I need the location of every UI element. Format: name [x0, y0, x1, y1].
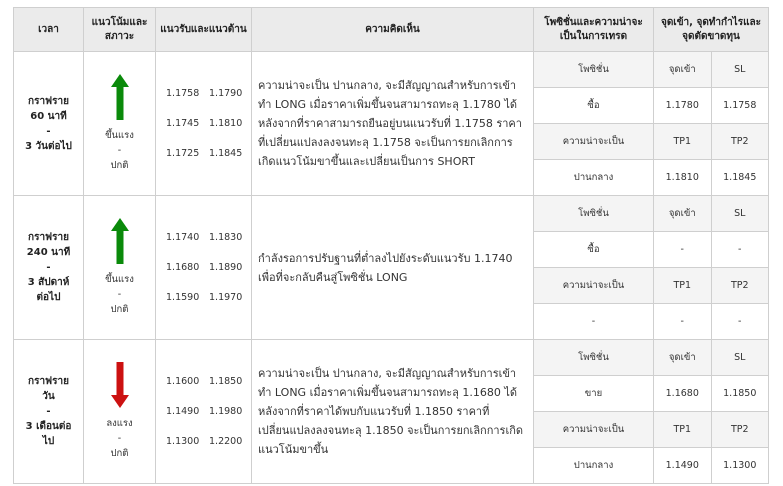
level-pair [166, 427, 251, 457]
level-pair [166, 397, 251, 427]
probability-value: ปานกลาง [534, 448, 653, 484]
position-value: ซื้อ [534, 88, 653, 124]
levels-cell [156, 52, 252, 196]
tp1-label: TP1 [654, 124, 711, 160]
resistance-level: 1.1980 [209, 406, 243, 417]
support-level: 1.1590 [166, 292, 200, 303]
header-comment: ความคิดเห็น [252, 8, 534, 52]
level-pair [166, 367, 251, 397]
levels-cell [156, 340, 252, 484]
tp2-value: 1.1845 [711, 160, 768, 196]
entry-value: 1.1680 [654, 376, 711, 412]
trend-cell [84, 52, 156, 196]
table-row [14, 340, 769, 484]
support-level: 1.1725 [166, 148, 200, 159]
sl-value: - [711, 232, 768, 268]
resistance-level: 1.1810 [209, 118, 243, 129]
targets-cell [654, 52, 769, 196]
trend-strength: ลงแรง [106, 418, 133, 429]
resistance-level: 1.2200 [209, 436, 243, 447]
trend-cell [84, 340, 156, 484]
timeframe-cell [14, 196, 84, 340]
timeframe-cell [14, 52, 84, 196]
level-pair [166, 283, 251, 313]
position-label: โพซิชั่น [534, 52, 653, 88]
tp1-label: TP1 [654, 412, 711, 448]
comment-cell: ความน่าจะเป็น ปานกลาง, จะมีสัญญาณสำหรับการเข้าทำ LONG เมื่อราคาเพิ่มขึ้นจนสามารถทะลุ 1.1680 ได้หลังจากที่ราคาได้พบกับแนวรับที่ 1.1850 ราคาที่เปลี่ยนแปลงลงจนทะลุ 1.1850 จะเป็นการยกเลิกการเกิดแนวโน้มขาขึ้น [252, 340, 534, 484]
table-row [14, 52, 769, 196]
support-level: 1.1758 [166, 88, 200, 99]
entry-label: จุดเข้า [654, 340, 711, 376]
timeframe-line: 240 นาที [26, 247, 71, 258]
timeframe-line: - [46, 406, 51, 417]
position-cell [534, 52, 654, 196]
level-pair [166, 139, 251, 169]
up-arrow-icon [111, 218, 129, 264]
sl-label: SL [711, 52, 768, 88]
timeframe-line: วัน [42, 391, 55, 402]
tp2-value: 1.1300 [711, 448, 768, 484]
timeframe-line: 3 สัปดาห์ [27, 277, 70, 288]
down-arrow-icon [111, 362, 129, 408]
header-row [14, 8, 769, 52]
sl-label: SL [711, 340, 768, 376]
timeframe-line: กราฟราย [28, 95, 69, 107]
entry-label: จุดเข้า [654, 52, 711, 88]
trend-strength: ขึ้นแรง [105, 274, 134, 285]
resistance-level: 1.1830 [209, 232, 243, 243]
comment-cell: ความน่าจะเป็น ปานกลาง, จะมีสัญญาณสำหรับการเข้าทำ LONG เมื่อราคาเพิ่มขึ้นจนสามารถทะลุ 1.1780 ได้หลังจากที่ราคาสามารถยืนอยู่บนแนวรับที่ 1.1758 ราคาที่เปลี่ยนแปลงลงจนทะลุ 1.1758 จะเป็นการยกเลิกการเกิดแนวโน้มขาขึ้นและเปลี่ยนเป็นการ SHORT [252, 52, 534, 196]
probability-label: ความน่าจะเป็น [534, 124, 653, 160]
support-level: 1.1740 [166, 232, 200, 243]
targets-cell [654, 340, 769, 484]
position-label: โพซิชั่น [534, 340, 653, 376]
header-levels: แนวรับและแนวต้าน [156, 8, 252, 52]
levels-cell [156, 196, 252, 340]
position-value: ซื้อ [534, 232, 653, 268]
entry-value: - [654, 232, 711, 268]
position-label: โพซิชั่น [534, 196, 653, 232]
tp1-value: 1.1490 [654, 448, 711, 484]
sl-value: 1.1758 [711, 88, 768, 124]
targets-cell [654, 196, 769, 340]
resistance-level: 1.1790 [209, 88, 243, 99]
header-targets: จุดเข้า, จุดทำกำไรและจุดตัดขาดทุน [654, 8, 769, 52]
position-subtable [534, 340, 653, 483]
support-level: 1.1490 [166, 406, 200, 417]
entry-label: จุดเข้า [654, 196, 711, 232]
support-level: 1.1300 [166, 436, 200, 447]
support-level: 1.1680 [166, 262, 200, 273]
tp1-label: TP1 [654, 268, 711, 304]
timeframe-line: ต่อไป [36, 292, 61, 303]
trend-separator: - [117, 289, 122, 300]
position-cell [534, 340, 654, 484]
probability-label: ความน่าจะเป็น [534, 268, 653, 304]
level-pair [166, 79, 251, 109]
tp2-label: TP2 [711, 124, 768, 160]
tp1-value: 1.1810 [654, 160, 711, 196]
resistance-level: 1.1845 [209, 148, 243, 159]
position-subtable [534, 196, 653, 339]
resistance-level: 1.1890 [209, 262, 243, 273]
level-pair [166, 109, 251, 139]
probability-value: - [534, 304, 653, 340]
tp1-value: - [654, 304, 711, 340]
level-pair [166, 253, 251, 283]
trend-cell [84, 196, 156, 340]
targets-subtable [654, 196, 768, 339]
trend-separator: - [117, 433, 122, 444]
tp2-label: TP2 [711, 268, 768, 304]
header-trend: แนวโน้มและสภาวะ [84, 8, 156, 52]
comment-cell: กำลังรอการปรับฐานที่ต่ำลงไปยังระดับแนวรับ 1.1740 เพื่อที่จะกลับคืนสู่โพซิชั่น LONG [252, 196, 534, 340]
timeframe-line: 60 นาที [30, 110, 67, 122]
trend-condition: ปกติ [110, 448, 129, 459]
sl-value: 1.1850 [711, 376, 768, 412]
header-position: โพซิชั่นและความน่าจะเป็นในการเทรด [534, 8, 654, 52]
table-row [14, 196, 769, 340]
sl-label: SL [711, 196, 768, 232]
trend-separator: - [117, 145, 122, 156]
tp2-label: TP2 [711, 412, 768, 448]
targets-subtable [654, 52, 768, 195]
timeframe-line: กราฟราย [28, 376, 69, 387]
position-subtable [534, 52, 653, 195]
level-pair [166, 223, 251, 253]
resistance-level: 1.1850 [209, 376, 243, 387]
timeframe-line: 3 วันต่อไป [25, 140, 72, 152]
support-level: 1.1745 [166, 118, 200, 129]
header-time: เวลา [14, 8, 84, 52]
timeframe-line: - [46, 125, 51, 137]
up-arrow-icon [111, 74, 129, 120]
timeframe-line: กราฟราย [28, 232, 69, 243]
forecast-table [13, 7, 769, 484]
position-cell [534, 196, 654, 340]
probability-label: ความน่าจะเป็น [534, 412, 653, 448]
timeframe-cell [14, 340, 84, 484]
tp2-value: - [711, 304, 768, 340]
probability-value: ปานกลาง [534, 160, 653, 196]
entry-value: 1.1780 [654, 88, 711, 124]
position-value: ขาย [534, 376, 653, 412]
trend-condition: ปกติ [110, 160, 129, 171]
support-level: 1.1600 [166, 376, 200, 387]
timeframe-line: ไป [42, 436, 55, 447]
timeframe-line: 3 เดือนต่อ [25, 421, 72, 432]
timeframe-line: - [46, 262, 51, 273]
trend-strength: ขึ้นแรง [105, 130, 134, 141]
targets-subtable [654, 340, 768, 483]
trend-condition: ปกติ [110, 304, 129, 315]
resistance-level: 1.1970 [209, 292, 243, 303]
